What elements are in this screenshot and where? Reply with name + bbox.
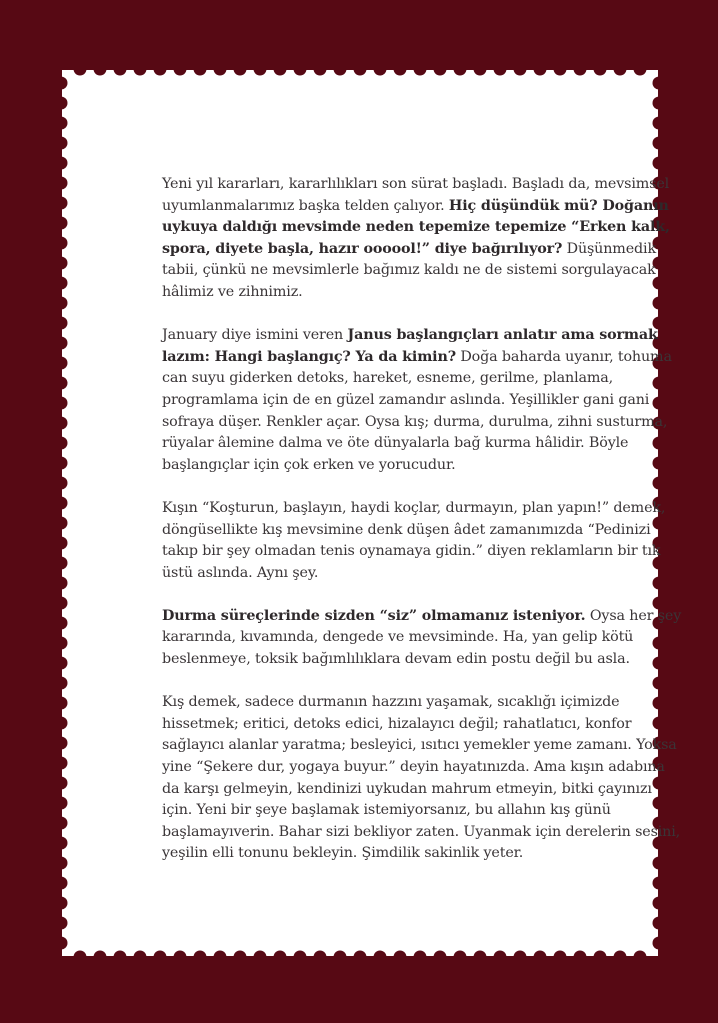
perforation-hole [374,951,387,957]
perforation-hole [62,557,68,570]
stamp-card [62,70,682,956]
perforation-hole [62,897,68,910]
perforation-hole [62,97,68,110]
perforation-hole [234,70,247,76]
perforation-hole [62,197,68,210]
paragraph-3 [162,498,684,584]
perforation-hole [594,951,607,957]
paragraph-1 [162,174,684,304]
perforation-hole [62,777,68,790]
perforation-hole [334,70,347,76]
perforation-hole [354,70,367,76]
perforation-hole [634,951,647,957]
perforation-hole [62,437,68,450]
perforation-hole [653,137,659,150]
perforation-hole [414,70,427,76]
perforation-hole [62,917,68,930]
perforation-hole [62,837,68,850]
perforation-hole [62,577,68,590]
perforation-hole [154,951,167,957]
paragraph-2-text: January diye ismini veren [162,327,348,344]
paragraph-1-text: Yeni yıl kararları, kararlılıkları son sürat başladı. Başladı da, mevsimsel uyumlanmalarımız başka telden çalıyor. [162,176,670,214]
perforation-hole [62,317,68,330]
perforation-hole [634,70,647,76]
perforation-hole [174,70,187,76]
perforation-hole [134,70,147,76]
perforation-hole [114,70,127,76]
perforation-hole [534,951,547,957]
perforation-hole [653,917,659,930]
perforation-hole [254,70,267,76]
perforation-hole [534,70,547,76]
perforation-hole [394,951,407,957]
perforation-hole [62,857,68,870]
perforation-hole [74,951,87,957]
perforation-hole [62,397,68,410]
perforation-hole [653,77,659,90]
perforation-hole [554,951,567,957]
paragraph-1-bold: Hiç düşündük mü? Doğanın uykuya daldığı mevsimde neden tepemize tepemize “Erken kalk, spora, diyete başla, hazır oooool!” diye bağırılıyor? [162,197,670,257]
paragraph-4 [162,606,684,671]
perforation-hole [314,70,327,76]
perforation-hole [653,117,659,130]
paragraph-2-text-end: Doğa baharda uyanır, tohuma can suyu giderken detoks, hareket, esneme, gerilme, planlama, programlama için de en güzel zamandır aslında. Yeşillikler gani gani sofraya düşer. Renkler açar. Oysa kış; durma, durulma, zihni susturma, rüyalar âlemine dalma ve öte dünyalarla bağ kurma hâlidir. Böyle başlangıçlar için çok erken ve yorucudur. [162,348,672,473]
perforation-hole [62,517,68,530]
perforation-hole [62,117,68,130]
perforation-hole [434,70,447,76]
perforation-hole [394,70,407,76]
perforation-hole [614,951,627,957]
perforation-hole [62,237,68,250]
perforation-hole [653,897,659,910]
perforation-hole [514,70,527,76]
perforation-hole [434,951,447,957]
perforation-hole [62,477,68,490]
perforation-hole [62,737,68,750]
perforation-hole [62,277,68,290]
perforation-hole [653,97,659,110]
perforation-hole [474,70,487,76]
perforation-hole [62,137,68,150]
paragraph-4-text: Oysa her şey kararında, kıvamında, dengede ve mevsiminde. Ha, yan gelip kötü beslenmeye, toksik bağımlılıklara devam edin postu değil bu asla. [162,607,682,668]
perforation-hole [554,70,567,76]
perforation-hole [314,951,327,957]
perforation-hole [62,697,68,710]
perforation-hole [594,70,607,76]
perforation-hole [74,70,87,76]
perforation-hole [274,70,287,76]
perforation-hole [454,951,467,957]
perforation-hole [294,70,307,76]
perforation-hole [574,951,587,957]
perforation-hole [62,877,68,890]
perforation-hole [574,70,587,76]
paragraph-2 [162,325,684,476]
perforation-hole [94,70,107,76]
perforation-hole [114,951,127,957]
perforation-hole [62,217,68,230]
perforation-hole [62,637,68,650]
perforation-hole [274,951,287,957]
perforation-hole [354,951,367,957]
perforation-hole [62,537,68,550]
perforation-hole [62,797,68,810]
perforation-hole [62,757,68,770]
perforation-hole [62,337,68,350]
paragraph-2-bold: Janus başlangıçları anlatır ama sormak lazım: Hangi başlangıç? Ya da kimin? [162,327,658,365]
perforation-hole [62,657,68,670]
perforation-hole [62,937,68,950]
perforation-hole [154,70,167,76]
perforation-hole [62,617,68,630]
perforation-hole [254,951,267,957]
paragraph-5 [162,692,684,865]
paragraph-5-text: Kış demek, sadece durmanın hazzını yaşamak, sıcaklığı içimizde hissetmek; eritici, detoks edici, hizalayıcı değil; rahatlatıcı, konfor sağlayıcı alanlar yaratma; besleyici, ısıtıcı yemekler yeme zamanı. Yoksa yine “Şekere dur, yogaya buyur.” deyin hayatınızda. Ama kışın adabına da karşı gelmeyin, kendinizi uykudan mahrum etmeyin, bitki çayınızı için. Yeni bir şeye başlamak istemiyorsanız, bu allahın kış günü başlamayıverin. Bahar sizi bekliyor zaten. Uyanmak için derelerin sesini, yeşilin elli tonunu bekleyin. Şimdilik sakinlik yeter. [162,694,681,862]
perforation-hole [174,951,187,957]
perforation-hole [214,70,227,76]
perforation-hole [62,717,68,730]
perforation-hole [62,677,68,690]
perforation-hole [62,257,68,270]
perforation-hole [474,951,487,957]
perforation-hole [374,70,387,76]
perforation-hole [62,817,68,830]
perforation-hole [62,177,68,190]
perforation-hole [62,77,68,90]
perforation-hole [62,417,68,430]
perforation-hole [494,951,507,957]
perforation-hole [62,457,68,470]
paragraph-1-text-end: Düşünmedik tabii, çünkü ne mevsimlerle bağımız kaldı ne de sistemi sorgulayacak hâlimiz ve zihnimiz. [162,240,656,300]
perforation-hole [62,157,68,170]
perforation-hole [62,597,68,610]
perforation-hole [94,951,107,957]
perforation-hole [62,497,68,510]
perforation-hole [514,951,527,957]
perforation-hole [194,951,207,957]
perforation-hole [294,951,307,957]
perforation-hole [62,357,68,370]
paragraph-4-bold: Durma süreçlerinde sizden “siz” olmamanız isteniyor. [162,607,586,624]
perforation-hole [62,297,68,310]
perforation-hole [454,70,467,76]
article-body [162,174,684,887]
perforation-hole [234,951,247,957]
perforation-hole [414,951,427,957]
perforation-hole [62,377,68,390]
perforation-hole [494,70,507,76]
perforation-hole [214,951,227,957]
perforation-hole [614,70,627,76]
perforation-hole [134,951,147,957]
perforation-hole [653,157,659,170]
perforation-hole [334,951,347,957]
perforation-hole [653,937,659,950]
perforation-hole [194,70,207,76]
paragraph-3-text: Kışın “Koşturun, başlayın, haydi koçlar, durmayın, plan yapın!” demek, döngüsellikte kış mevsimine denk düşen âdet zamanımızda “Pedinizi takıp bir şey olmadan tenis oynamaya gidin.” diyen reklamların bir tık üstü aslında. Aynı şey. [162,499,666,581]
